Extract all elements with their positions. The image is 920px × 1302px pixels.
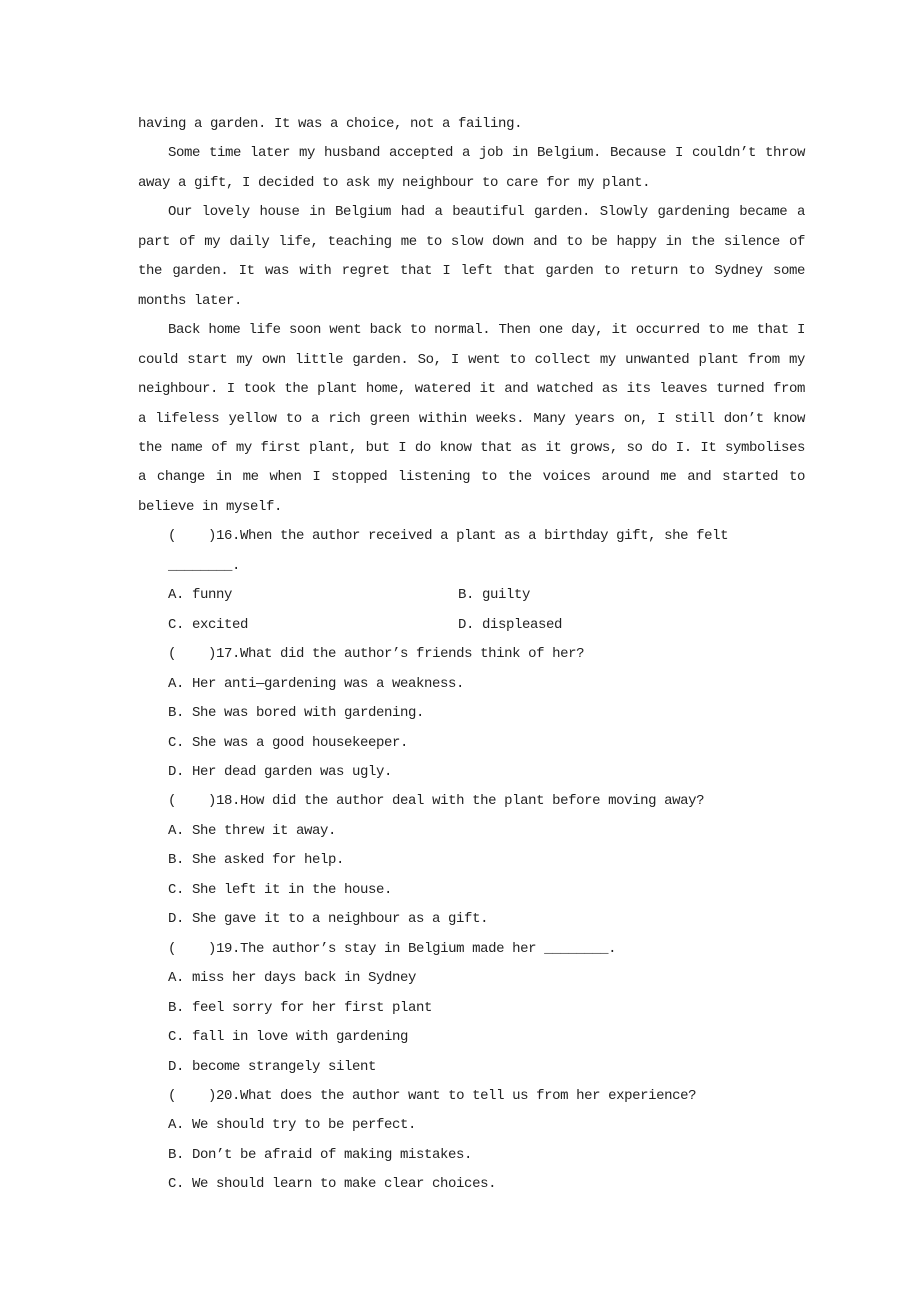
answer-box: ( )	[168, 528, 217, 545]
option-text: We should try to be perfect.	[192, 1117, 417, 1134]
question-line	[138, 787, 805, 816]
question-text: When the author received a plant as a birthday gift, she felt ________.	[168, 528, 729, 574]
answer-box: ( )	[168, 940, 217, 957]
option-label: C.	[168, 1029, 185, 1046]
option-D	[138, 758, 805, 787]
option-C	[138, 1023, 805, 1052]
question-20	[138, 1082, 805, 1200]
option-B	[138, 1141, 805, 1170]
option-label: C.	[168, 881, 185, 898]
option-label: C.	[168, 734, 185, 751]
option-text: miss her days back in Sydney	[192, 970, 417, 987]
option-text: become strangely silent	[192, 1058, 377, 1075]
option-label: C.	[168, 1176, 185, 1193]
option-label: B.	[168, 705, 185, 722]
option-A	[138, 1111, 805, 1140]
question-text: What does the author want to tell us from her experience?	[240, 1087, 697, 1104]
option-text: Her anti—gardening was a weakness.	[192, 675, 465, 692]
option-text: guilty	[482, 587, 531, 604]
option-label: C.	[168, 616, 185, 633]
question-18	[138, 787, 805, 934]
options	[138, 964, 805, 1082]
option-A	[138, 670, 805, 699]
option-label: B.	[168, 999, 185, 1016]
options	[138, 817, 805, 935]
question-19	[138, 935, 805, 1082]
option-A	[138, 817, 805, 846]
option-label: B.	[458, 587, 475, 604]
question-text: How did the author deal with the plant before moving away?	[240, 793, 705, 810]
option-text: funny	[192, 587, 233, 604]
option-label: D.	[168, 763, 185, 780]
passage-paragraph: Our lovely house in Belgium had a beautiful garden. Slowly gardening became a part of my daily life, teaching me to slow down and to be happy in the silence of the garden. It was with regret that I left that garden to return to Sydney some months later.	[138, 204, 805, 309]
question-line	[138, 522, 805, 581]
question-text: The author’s stay in Belgium made her ________.	[240, 940, 617, 957]
question-line	[138, 935, 805, 964]
options	[138, 581, 805, 640]
option-label: D.	[168, 1058, 185, 1075]
option-B	[138, 699, 805, 728]
question-text: What did the author’s friends think of her?	[240, 646, 585, 663]
option-label: A.	[168, 675, 185, 692]
option-label: A.	[168, 970, 185, 987]
option-A	[138, 964, 805, 993]
options	[138, 670, 805, 788]
option-D	[138, 1053, 805, 1082]
option-B	[458, 581, 805, 610]
passage-paragraph: Back home life soon went back to normal. Then one day, it occurred to me that I could start my own little garden. So, I went to collect my unwanted plant from my neighbour. I took the plant home, watered it and watched as its leaves turned from a lifeless yellow to a rich green within weeks. Many years on, I still don’t know the name of my first plant, but I do know that as it grows, so do I. It symbolises a change in me when I stopped listening to the voices around me and started to believe in myself.	[138, 322, 805, 515]
question-number: 16.	[216, 528, 241, 545]
option-C	[138, 876, 805, 905]
option-text: excited	[192, 616, 249, 633]
question-line	[138, 640, 805, 669]
question-number: 18.	[216, 793, 241, 810]
option-B	[138, 846, 805, 875]
option-text: fall in love with gardening	[192, 1029, 409, 1046]
option-text: She gave it to a neighbour as a gift.	[192, 911, 489, 928]
option-label: B.	[168, 852, 185, 869]
option-text: feel sorry for her first plant	[192, 999, 433, 1016]
questions-section	[138, 522, 805, 1199]
option-label: B.	[168, 1146, 185, 1163]
question-17	[138, 640, 805, 787]
option-text: She was bored with gardening.	[192, 705, 425, 722]
option-label: A.	[168, 1117, 185, 1134]
question-number: 17.	[216, 646, 241, 663]
question-16	[138, 522, 805, 640]
document-page	[138, 110, 805, 1200]
option-text: She threw it away.	[192, 822, 337, 839]
option-text: We should learn to make clear choices.	[192, 1176, 497, 1193]
option-label: A.	[168, 822, 185, 839]
option-D	[138, 905, 805, 934]
option-D	[458, 611, 805, 640]
option-text: Her dead garden was ugly.	[192, 763, 393, 780]
option-text: She was a good housekeeper.	[192, 734, 409, 751]
passage-paragraph: having a garden. It was a choice, not a failing.	[138, 116, 523, 132]
option-C	[138, 1170, 805, 1199]
option-label: D.	[458, 616, 475, 633]
reading-passage	[138, 110, 805, 522]
option-text: She left it in the house.	[192, 881, 393, 898]
passage-paragraph: Some time later my husband accepted a job in Belgium. Because I couldn’t throw away a gift, I decided to ask my neighbour to care for my plant.	[138, 145, 805, 191]
option-A	[168, 581, 458, 610]
option-label: D.	[168, 911, 185, 928]
options	[138, 1111, 805, 1199]
question-number: 19.	[216, 940, 241, 957]
option-B	[138, 994, 805, 1023]
option-label: A.	[168, 587, 185, 604]
question-number: 20.	[216, 1087, 241, 1104]
question-line	[138, 1082, 805, 1111]
option-text: displeased	[482, 616, 563, 633]
option-C	[168, 611, 458, 640]
option-text: Don’t be afraid of making mistakes.	[192, 1146, 473, 1163]
answer-box: ( )	[168, 1087, 217, 1104]
option-text: She asked for help.	[192, 852, 345, 869]
answer-box: ( )	[168, 646, 217, 663]
answer-box: ( )	[168, 793, 217, 810]
option-C	[138, 729, 805, 758]
